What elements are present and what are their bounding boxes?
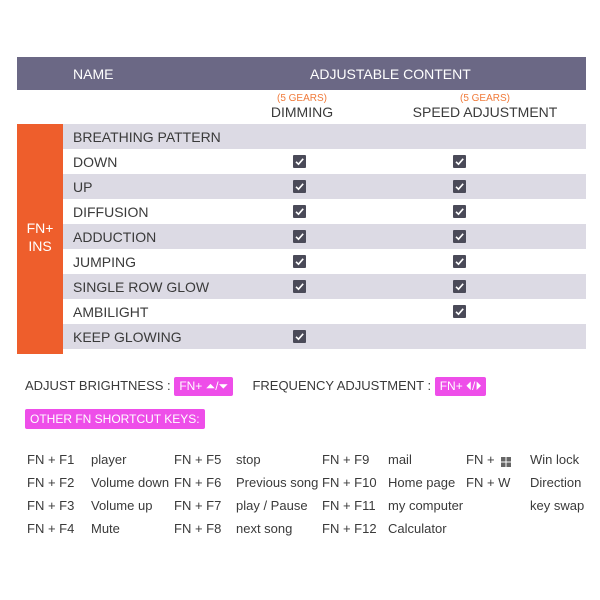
shortcut-action: Volume down (91, 475, 170, 490)
shortcut-action: Win lock (530, 452, 580, 467)
table-row (63, 174, 586, 199)
speed-check-icon (453, 230, 466, 243)
table-row (63, 124, 586, 149)
shortcut-key: FN + F3 (27, 498, 75, 513)
mode-label: SINGLE ROW GLOW (73, 279, 210, 295)
mode-label: KEEP GLOWING (73, 329, 182, 345)
windows-icon (501, 455, 511, 465)
dimming-check-icon (293, 230, 306, 243)
shortcut-action: Calculator (388, 521, 447, 536)
shortcut-key: FN + W (466, 475, 511, 490)
table-row (63, 199, 586, 224)
side-label-line1: FN+ (26, 220, 54, 236)
table-row (63, 324, 586, 349)
speed-check-icon (453, 155, 466, 168)
shortcut-action: Home page (388, 475, 456, 490)
shortcut-action: play / Pause (236, 498, 308, 513)
frequency-keys-badge: FN+ ⏴/⏵ (435, 377, 487, 396)
speed-column-header (395, 93, 575, 121)
lighting-mode-table (17, 57, 586, 354)
shortcut-key: FN + F12 (322, 521, 377, 536)
shortcut-action: my computer (388, 498, 464, 513)
shortcut-key: FN + F8 (174, 521, 222, 536)
header-name: NAME (73, 66, 114, 82)
mode-label: UP (73, 179, 93, 195)
dimming-title: DIMMING (270, 104, 334, 120)
speed-check-icon (453, 180, 466, 193)
speed-title: SPEED ADJUSTMENT (412, 104, 558, 120)
shortcut-action: Volume up (91, 498, 153, 513)
dimming-check-icon (293, 205, 306, 218)
brightness-keys-badge: FN+ ⏶/⏷ (174, 377, 233, 396)
table-row (63, 274, 586, 299)
table-row (63, 149, 586, 174)
shortcut-key: FN + F7 (174, 498, 222, 513)
frequency-adjustment-label: FREQUENCY ADJUSTMENT : (252, 378, 432, 393)
speed-check-icon (453, 280, 466, 293)
shortcut-action: Mute (91, 521, 120, 536)
mode-label: JUMPING (73, 254, 136, 270)
dimming-check-icon (293, 180, 306, 193)
dimming-column-header (242, 93, 362, 121)
mode-label: AMBILIGHT (73, 304, 149, 320)
shortcut-key: FN + F5 (174, 452, 222, 467)
table-header (17, 57, 586, 90)
shortcut-key: FN + F10 (322, 475, 377, 490)
shortcut-action: Direction (530, 475, 582, 490)
adjust-brightness-label: ADJUST BRIGHTNESS : (25, 378, 171, 393)
shortcut-action: next song (236, 521, 293, 536)
shortcut-key: FN + F11 (322, 498, 376, 513)
speed-check-icon (453, 255, 466, 268)
shortcut-key: FN + (466, 452, 495, 467)
shortcut-key: FN + F1 (27, 452, 75, 467)
mode-label: ADDUCTION (73, 229, 157, 245)
dimming-check-icon (293, 255, 306, 268)
table-subheader (17, 90, 586, 124)
shortcut-action: key swap (530, 498, 585, 513)
mode-label: DIFFUSION (73, 204, 149, 220)
mode-rows (63, 124, 586, 349)
speed-check-icon (453, 305, 466, 318)
dimming-check-icon (293, 155, 306, 168)
shortcut-action: Previous song (236, 475, 319, 490)
table-row (63, 299, 586, 324)
adjust-line (25, 377, 486, 396)
mode-label: BREATHING PATTERN (73, 129, 221, 145)
fn-ins-side-label (17, 124, 63, 354)
side-label-line2: INS (28, 238, 52, 254)
speed-check-icon (453, 205, 466, 218)
shortcut-action: player (91, 452, 127, 467)
shortcut-key: FN + F6 (174, 475, 222, 490)
header-adjustable-content: ADJUSTABLE CONTENT (310, 66, 471, 82)
shortcut-key: FN + F9 (322, 452, 370, 467)
other-shortcuts-badge: OTHER FN SHORTCUT KEYS: (25, 409, 205, 429)
dimming-check-icon (293, 330, 306, 343)
shortcut-action: stop (236, 452, 261, 467)
table-row (63, 224, 586, 249)
table-row (63, 249, 586, 274)
dimming-check-icon (293, 280, 306, 293)
shortcut-key: FN + F4 (27, 521, 75, 536)
mode-label: DOWN (73, 154, 118, 170)
dimming-gears: (5 GEARS) (276, 93, 327, 104)
shortcut-action: mail (388, 452, 412, 467)
speed-gears: (5 GEARS) (459, 93, 510, 104)
shortcut-key: FN + F2 (27, 475, 75, 490)
